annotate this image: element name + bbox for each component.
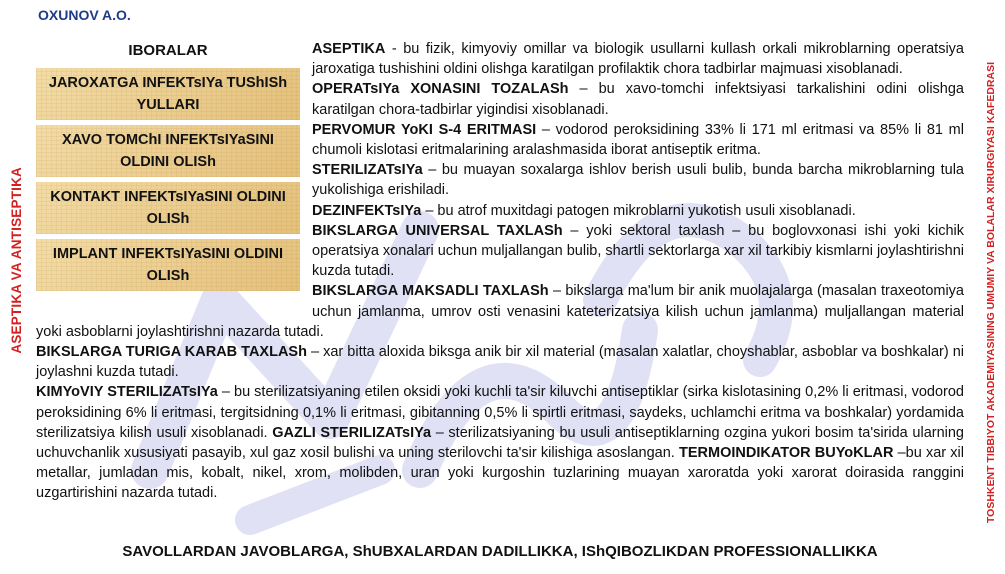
definition-type-packing: [36, 342, 964, 382]
term-tile-contact-infection[interactable]: KONTAKT INFEKTsIYaSINI OLDINI OLISh: [36, 182, 300, 234]
definition-text: – sterilizatsiyaning bu usuli antiseptiklarning ozgina yukori bosim ta'sirida ularning uchuvchanlik xususiyati pasayib, xul gaz xosil bulishi va uning sterilovchi ta'sir kilishiga asoslangan.: [36, 424, 965, 462]
term-aseptika: ASEPTIKA: [312, 41, 386, 57]
term-sterilization: STERILIZATsIYa: [312, 162, 423, 179]
term-pervomur: PERVOMUR YoKI S-4 ERITMASI: [312, 121, 537, 138]
term-type-packing: BIKSLARGA TURIGA KARAB TAXLASh: [36, 344, 307, 361]
term-disinfection: DEZINFEKTsIYa: [312, 202, 422, 219]
definition-text: – xar bitta aloxida biksga anik bir xil material (masalan xalatlar, choyshablar, asboblar va boshkalar) ni joylashni kuzda tutadi.: [36, 344, 965, 381]
term-tile-airborne-infection[interactable]: XAVO TOMChI INFEKTsIYaSINI OLDINI OLISh: [36, 125, 300, 177]
term-tile-implant-infection[interactable]: IMPLANT INFEKTsIYaSINI OLDINI OLISh: [36, 239, 300, 291]
definition-text: – bu xavo-tomchi infektsiyasi tarkalishini odini olishga karatilgan chora-tadbirlar yigindisi xisoblanadi.: [312, 81, 964, 118]
definition-text: - bu fizik, kimyoviy omillar va biologik usullarni kullash orkali mikroblarning operatsiya jaroxatiga tushishini oldini olishga karatilgan profilaktik chora tadbirlar majmuasi xisoblanadi.: [312, 41, 964, 78]
term-gas-sterilization: GAZLI STERILIZATsIYa: [272, 424, 432, 441]
definition-text: – bu atrof muxitdagi patogen mikroblarni yukotish usuli xisoblanadi.: [421, 202, 856, 219]
term-universal-packing: BIKSLARGA UNIVERSAL TAXLASh: [312, 222, 563, 239]
definition-text: – bu muayan soxalarga ishlov berish usuli bulib, bunda barcha mikroblarning tula yukolishiga erishiladi.: [312, 162, 964, 199]
footer-slogan: SAVOLLARDAN JAVOBLARGA, ShUBXALARDAN DADILLIKKA, IShQIBOZLIKDAN PROFESSIONALLIKKA: [122, 543, 878, 560]
sidebar-spacer: [36, 39, 312, 302]
definition-text: – bikslarga ma'lum bir anik muolajalarga (masalan traxeotomiya uchun jamlanma, umrov osti venasini kateterizatsiya kilish uchun jamlanma) muljallangan material yoki asboblarni joylashtirishni nazarda tutadi.: [36, 283, 964, 340]
terms-panel-title: IBORALAR: [128, 42, 208, 59]
term-tile-wound-infection[interactable]: JAROXATGA INFEKTsIYa TUShISh YULLARI: [36, 68, 300, 120]
right-side-label-text: TOSHKENT TIBBIYOT AKADEMIYASINING UMUMIY VA BOLALAR XIRURGIYASI KAFEDRASI: [985, 62, 997, 524]
definition-text: – yoki sektoral taxlash – bu boglovxonasi ishi yoki kichik operatsiya xonalari uchun muljallangan bulib, shartli sektorlarga xar xil tarkibiy kismlarni joylashtirishni kuzda tutadi.: [312, 222, 964, 280]
term-operating-room-cleaning: OPERATsIYa XONASINI TOZALASh: [312, 81, 569, 98]
term-thermoindicator-dyes: TERMOINDIKATOR BUYoKLAR: [679, 445, 894, 462]
definition-text: –bu xar xil metallar, jumladan mis, kobalt, nikel, xrom, molibden, uran yoki kurgoshin tuzlarining muayan xaroratda yoki xarorat doirasida ranggini uzgartirishini nazarda tutadi.: [36, 445, 964, 502]
definitions-body: [36, 39, 964, 504]
author-name: OXUNOV A.O.: [38, 7, 131, 23]
definition-text: – vodorod peroksidining 33% li 171 ml eritmasi va 85% li 81 ml chumoli kislotasi eritmalarining aralashmasida iborat antiseptik eritma.: [312, 121, 964, 159]
left-side-label-text: ASEPTIKA VA ANTISEPTIKA: [8, 166, 24, 354]
term-chemical-sterilization: KIMYoVIY STERILIZATsIYa: [36, 384, 218, 401]
left-side-label: [4, 150, 28, 370]
term-targeted-packing: BIKSLARGA MAKSADLI TAXLASh: [312, 283, 549, 300]
definition-text: – bu sterilizatsiyaning etilen oksidi yoki kuchli ta'sir kiluvchi antiseptiklar (sirka kislotasining 0,2% li eritmasi, vodorod peroksidining 6% li eritmasi, tergitsidning 0,1% li eritmasi, gibitanning 0,5% li spirtli eritmasi, saydeks, uchlamchi eritma va boshkalar) yordamida sterilizatsiya kilish usuli xisoblanadi.: [36, 384, 964, 441]
right-side-label: [981, 38, 1001, 548]
definition-final-paragraph: [36, 382, 964, 503]
